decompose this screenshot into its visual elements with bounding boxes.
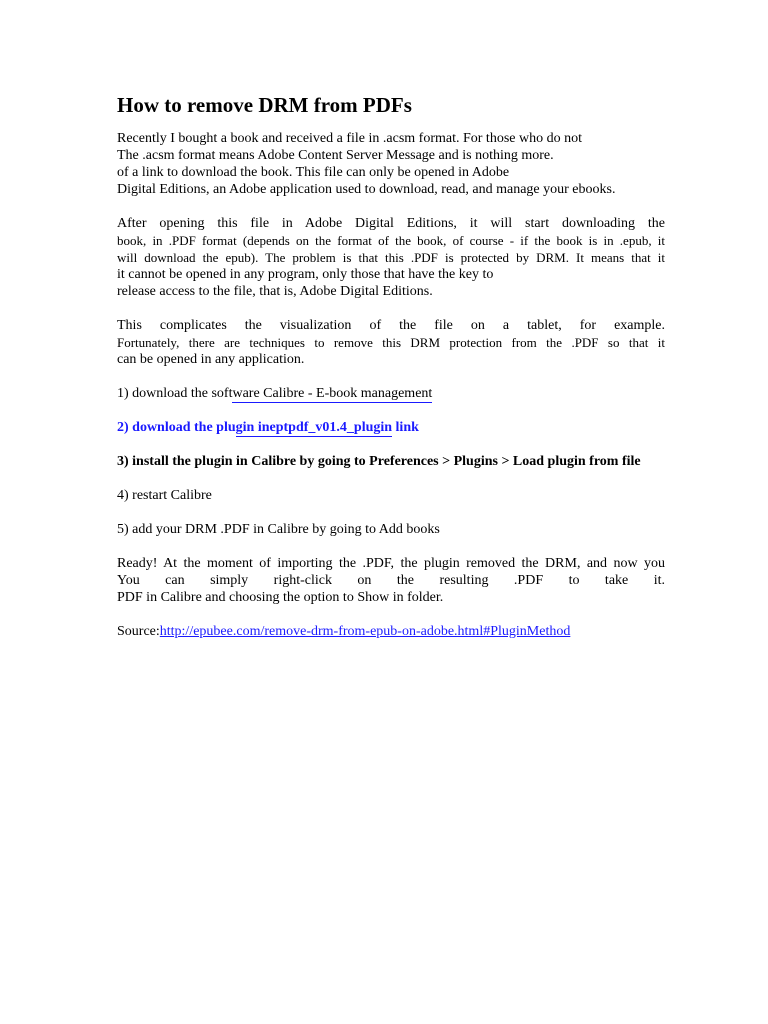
ready-line-1: Ready! At the moment of importing the .PDF, the plugin removed the DRM, and now you: [117, 556, 665, 571]
tablet-paragraph: [117, 317, 665, 368]
source-label: Source:: [117, 624, 160, 639]
step-5: 5) add your DRM .PDF in Calibre by going to Add books: [117, 522, 440, 537]
step-2-text: 2) download the plu: [117, 420, 236, 435]
step-3: 3) install the plugin in Calibre by going to Preferences > Plugins > Load plugin from file: [117, 454, 641, 469]
drm-explanation-paragraph: [117, 215, 665, 300]
intro-paragraph: [117, 130, 665, 198]
para2-line-3: will download the epub). The problem is that this .PDF is protected by DRM. It means that it: [117, 250, 665, 265]
intro-line-4: Digital Editions, an Adobe application used to download, read, and manage your ebooks.: [117, 182, 616, 197]
source-line: [117, 623, 665, 640]
document-title: How to remove DRM from PDFs: [117, 93, 412, 117]
step-4: 4) restart Calibre: [117, 488, 212, 503]
plugin-download-link[interactable]: gin ineptpdf_v01.4_plugin: [235, 420, 393, 435]
ready-line-3: PDF in Calibre and choosing the option to Show in folder.: [117, 590, 444, 605]
step-2: [117, 419, 665, 436]
document-page: [117, 92, 665, 657]
calibre-link[interactable]: ware Calibre - E-book management: [232, 386, 433, 401]
para3-line-3: can be opened in any application.: [117, 352, 305, 367]
step-1-text: 1) download the soft: [117, 386, 233, 401]
para2-line-2: book, in .PDF format (depends on the format of the book, of course - if the book is in .epub, it: [117, 233, 665, 248]
para3-line-1: This complicates the visualization of the file on a tablet, for example.: [117, 318, 665, 333]
para2-line-1: After opening this file in Adobe Digital Editions, it will start downloading the: [117, 216, 665, 231]
para3-line-2: Fortunately, there are techniques to remove this DRM protection from the .PDF so that it: [117, 335, 665, 350]
para2-line-4: it cannot be opened in any program, only those that have the key to: [117, 267, 494, 282]
intro-line-3: of a link to download the book. This file can only be opened in Adobe: [117, 165, 510, 180]
step-1: [117, 385, 665, 402]
para2-line-5: release access to the file, that is, Adobe Digital Editions.: [117, 284, 433, 299]
step-2-suffix: link: [392, 420, 419, 435]
ready-line-2: You can simply right-click on the resulting .PDF to take it.: [117, 573, 665, 588]
ready-paragraph: [117, 555, 665, 606]
intro-line-2: The .acsm format means Adobe Content Server Message and is nothing more.: [117, 148, 554, 163]
source-link[interactable]: http://epubee.com/remove-drm-from-epub-on-adobe.html#PluginMethod: [159, 624, 571, 639]
intro-line-1: Recently I bought a book and received a file in .acsm format. For those who do not: [117, 131, 582, 146]
